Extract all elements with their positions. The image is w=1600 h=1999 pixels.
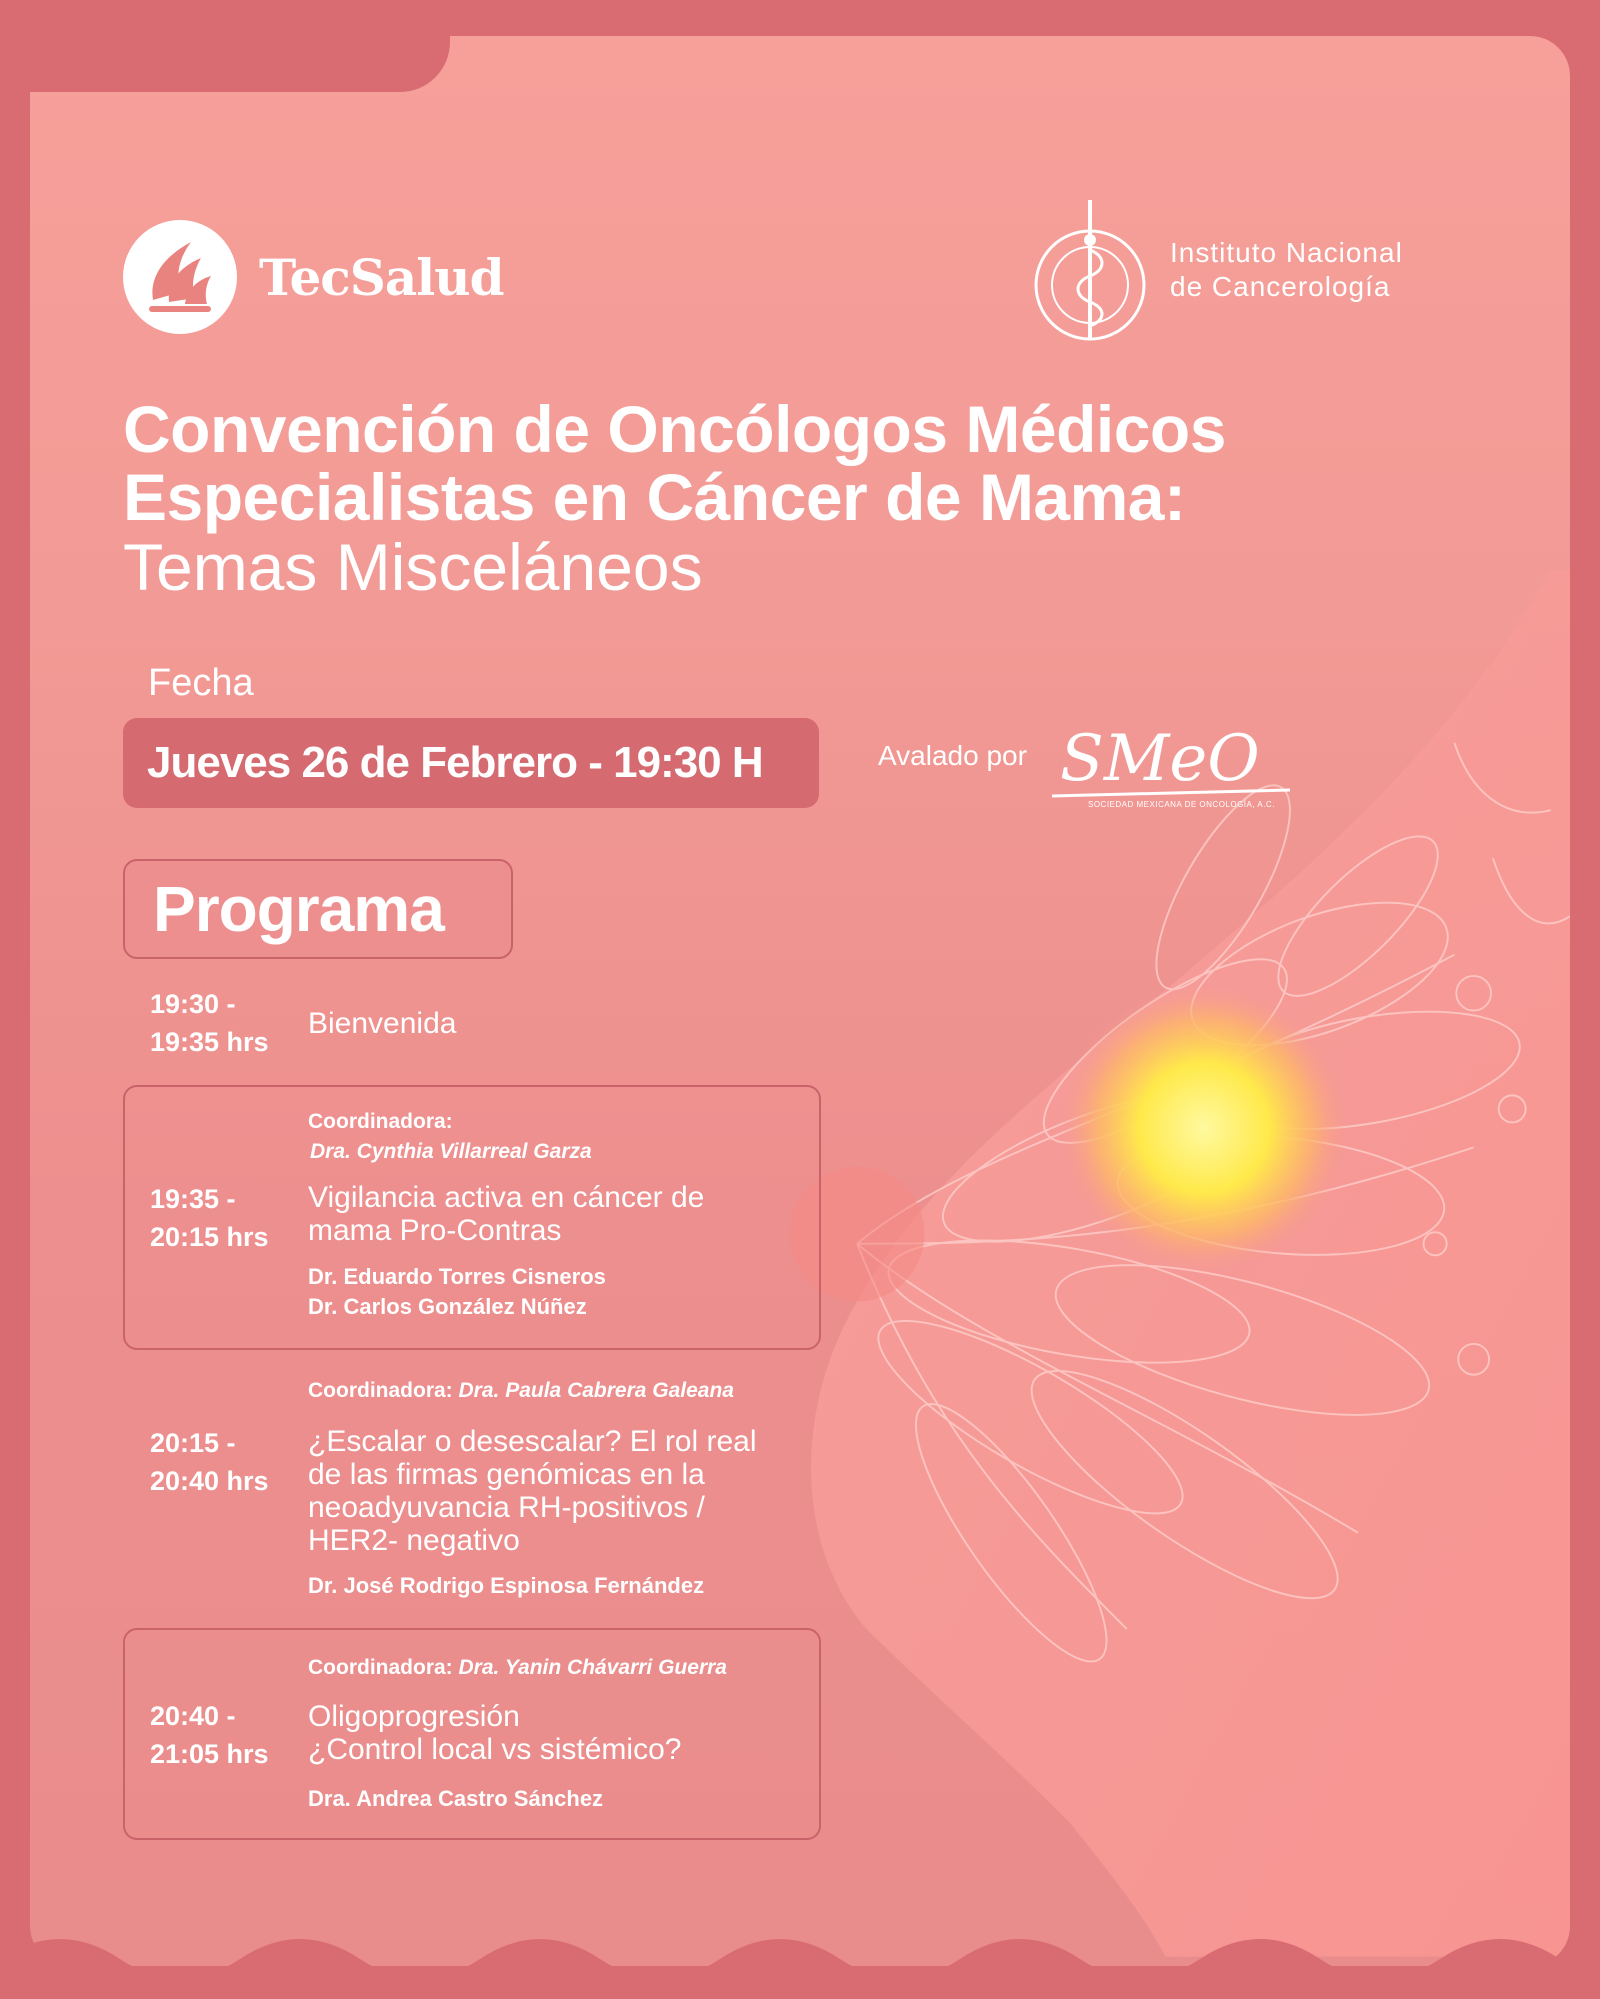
- incan-logo: [1030, 190, 1403, 350]
- talk-line: Oligoprogresión: [308, 1700, 520, 1733]
- programa-heading: [123, 859, 513, 959]
- incan-seal-icon: [1030, 190, 1150, 350]
- talk-line: ¿Control local vs sistémico?: [308, 1733, 682, 1766]
- coordinator-label: Coordinadora:: [308, 1110, 453, 1133]
- speakers: [308, 1571, 704, 1601]
- talk-title: [308, 1700, 681, 1766]
- time-start: 20:40 -: [150, 1701, 236, 1731]
- incan-name: [1170, 236, 1403, 304]
- title-line1: Convención de Oncólogos Médicos: [123, 392, 1226, 466]
- speaker-name: Dr. Eduardo Torres Cisneros: [308, 1264, 606, 1289]
- top-notch: [30, 36, 450, 92]
- speakers: [308, 1784, 603, 1814]
- talk-line: HER2- negativo: [308, 1524, 520, 1557]
- speaker-name: Dr. Carlos González Núñez: [308, 1294, 587, 1319]
- coordinator-label: Coordinadora:: [308, 1379, 453, 1402]
- fecha-label: Fecha: [148, 662, 254, 704]
- session-time: [150, 1424, 269, 1500]
- coordinator-name: Dra. Yanin Chávarri Guerra: [458, 1656, 727, 1679]
- time-start: 20:15 -: [150, 1428, 236, 1458]
- time-end: 20:15 hrs: [150, 1222, 269, 1252]
- talk-line: mama Pro-Contras: [308, 1214, 562, 1247]
- talk-line: de las firmas genómicas en la: [308, 1458, 705, 1491]
- smeo-logo: [1050, 712, 1300, 812]
- talk-title: Bienvenida: [308, 1007, 457, 1040]
- title-line2: Especialistas en Cáncer de Mama:: [123, 460, 1186, 534]
- session-time: [150, 1697, 269, 1773]
- coordinator-name: Dra. Cynthia Villarreal Garza: [310, 1140, 592, 1163]
- programa-label: Programa: [153, 873, 444, 945]
- talk-title: [308, 1425, 757, 1557]
- coordinator: [308, 1653, 727, 1683]
- talk-line: neoadyuvancia RH-positivos /: [308, 1491, 705, 1524]
- time-end: 21:05 hrs: [150, 1739, 269, 1769]
- coordinator: [308, 1376, 734, 1406]
- scalloped-bottom-edge: [0, 1919, 1600, 1999]
- smeo-subtitle: SOCIEDAD MEXICANA DE ONCOLOGÍA, A.C.: [1088, 800, 1275, 809]
- coordinator-label: Coordinadora:: [308, 1656, 453, 1679]
- time-start: 19:30 -: [150, 989, 236, 1019]
- tecsalud-wordmark: TecSalud: [259, 247, 504, 307]
- speaker-name: Dra. Andrea Castro Sánchez: [308, 1786, 604, 1811]
- time-end: 19:35 hrs: [150, 1027, 269, 1057]
- title-line3: Temas Misceláneos: [123, 530, 703, 604]
- tecsalud-flame-icon: [123, 220, 237, 334]
- tecsalud-logo: [123, 220, 504, 334]
- time-start: 19:35 -: [150, 1184, 236, 1214]
- talk-line: ¿Escalar o desescalar? El rol real: [308, 1425, 757, 1458]
- session-time: [150, 985, 269, 1061]
- time-end: 20:40 hrs: [150, 1466, 269, 1496]
- talk-title: [308, 1181, 704, 1247]
- incan-name-line2: de Cancerología: [1170, 271, 1391, 302]
- date-pill: [123, 718, 819, 808]
- event-title: [123, 392, 1473, 604]
- smeo-wordmark: SMeO: [1060, 722, 1260, 796]
- incan-name-line1: Instituto Nacional: [1170, 237, 1403, 268]
- coordinator: [308, 1107, 592, 1167]
- session-time: [150, 1180, 269, 1256]
- endorsed-by-label: Avalado por: [878, 740, 1027, 771]
- talk-line: Vigilancia activa en cáncer de: [308, 1181, 705, 1214]
- coordinator-name: Dra. Paula Cabrera Galeana: [458, 1379, 734, 1402]
- event-date: Jueves 26 de Febrero - 19:30 H: [147, 738, 763, 787]
- speakers: [308, 1262, 606, 1322]
- speaker-name: Dr. José Rodrigo Espinosa Fernández: [308, 1573, 705, 1598]
